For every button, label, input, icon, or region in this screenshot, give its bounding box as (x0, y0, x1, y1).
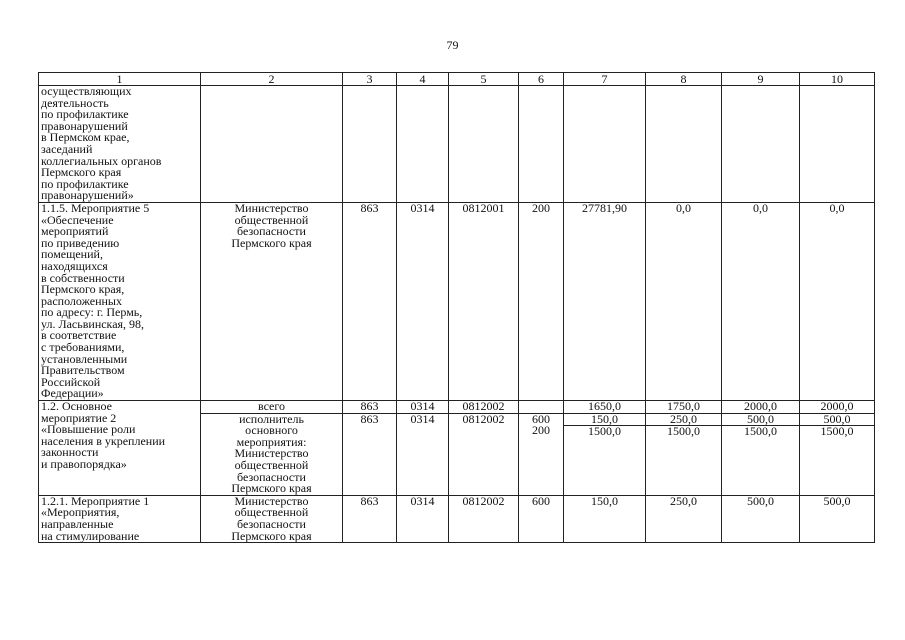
row-description: 1.2.1. Мероприятие 1 «Мероприятия, направленные на стимулирование (39, 495, 201, 542)
row-executor: всего исполнитель основного мероприятия: Министерство общественной безопасности Пермского края (201, 401, 343, 496)
empty-cell (646, 86, 722, 203)
cell-section-code: 0314 (397, 202, 449, 400)
empty-cell (564, 86, 646, 203)
cell-ministry-code: 863 (343, 202, 397, 400)
cell-amount-col10: 500,0 (800, 495, 875, 542)
header-cell-3: 3 (343, 73, 397, 86)
table-row (39, 495, 875, 542)
header-cell-4: 4 (397, 73, 449, 86)
cell-amount-col7: 150,0 (564, 495, 646, 542)
cell-amount-col9: 500,0 (722, 495, 800, 542)
header-cell-8: 8 (646, 73, 722, 86)
empty-cell (722, 86, 800, 203)
header-cell-9: 9 (722, 73, 800, 86)
cell-amount-col10: 0,0 (800, 202, 875, 400)
table-row (39, 202, 875, 400)
empty-cell (519, 86, 564, 203)
header-cell-6: 6 (519, 73, 564, 86)
cell-amount-col8: 0,0 (646, 202, 722, 400)
empty-cell (449, 86, 519, 203)
header-cell-2: 2 (201, 73, 343, 86)
cell-amount-col7: 27781,90 (564, 202, 646, 400)
cell-target-code: 0812002 (449, 495, 519, 542)
cell-section-code: 0314 0314 (397, 401, 449, 496)
empty-cell (201, 86, 343, 203)
cell-amount-col10: 2000,0 500,0 1500,0 (800, 401, 875, 496)
cell-ministry-code: 863 863 (343, 401, 397, 496)
row-executor: Министерство общественной безопасности Пермского края (201, 495, 343, 542)
cell-amount-col9: 2000,0 500,0 1500,0 (722, 401, 800, 496)
table-row (39, 401, 875, 496)
cell-ministry-code: 863 (343, 495, 397, 542)
header-cell-5: 5 (449, 73, 519, 86)
empty-cell (397, 86, 449, 203)
cell-target-code: 0812001 (449, 202, 519, 400)
empty-cell (343, 86, 397, 203)
row-executor: Министерство общественной безопасности Пермского края (201, 202, 343, 400)
cell-target-code: 0812002 0812002 (449, 401, 519, 496)
cell-expense-type: 200 (519, 202, 564, 400)
row-description: 1.2. Основное мероприятие 2 «Повышение роли населения в укреплении законности и правопорядка» (39, 401, 201, 496)
cell-amount-col8: 250,0 (646, 495, 722, 542)
row-description: 1.1.5. Мероприятие 5 «Обеспечение мероприятий по приведению помещений, находящихся в собственности Пермского края, расположенных по адресу: г. Пермь, ул. Ласьвинская, 98, в соответствие с требованиями, установленными Правительством Российской Федерации» (39, 202, 201, 400)
cell-section-code: 0314 (397, 495, 449, 542)
cell-expense-type: 600 (519, 495, 564, 542)
row-description: осуществляющих деятельность по профилактике правонарушений в Пермском крае, заседаний коллегиальных органов Пермского края по профилактике правонарушений» (39, 86, 201, 203)
cell-amount-col8: 1750,0 250,0 1500,0 (646, 401, 722, 496)
header-cell-7: 7 (564, 73, 646, 86)
header-cell-1: 1 (39, 73, 201, 86)
header-row (39, 73, 875, 86)
table-row (39, 86, 875, 203)
cell-expense-type: 600 200 (519, 401, 564, 496)
budget-table (38, 72, 875, 543)
cell-amount-col7: 1650,0 150,0 1500,0 (564, 401, 646, 496)
header-cell-10: 10 (800, 73, 875, 86)
page-number: 79 (446, 38, 459, 52)
empty-cell (800, 86, 875, 203)
cell-amount-col9: 0,0 (722, 202, 800, 400)
